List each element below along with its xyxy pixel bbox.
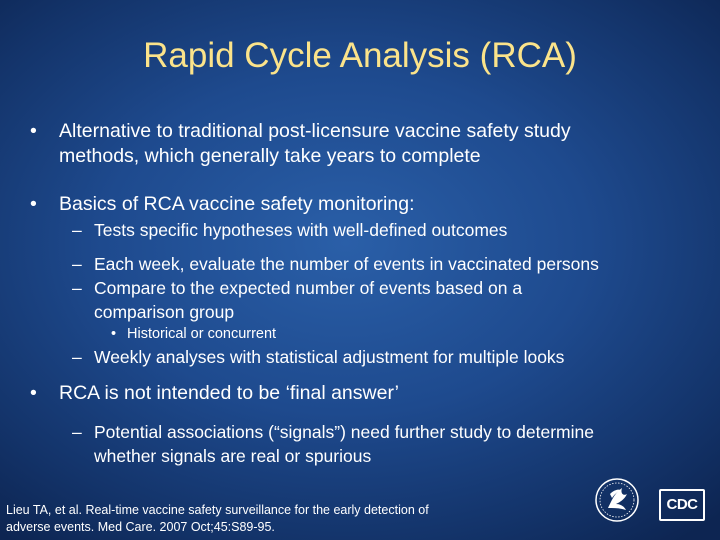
bullet-3-line-1: RCA is not intended to be ‘final answer’ xyxy=(59,382,400,404)
sub-bullet-2-1: Tests specific hypotheses with well-defined outcomes xyxy=(94,220,508,240)
bullet-marker: • xyxy=(30,382,37,404)
sub-bullet-2-2: Each week, evaluate the number of events in vaccinated persons xyxy=(94,254,599,274)
citation xyxy=(6,502,429,536)
slide-title: Rapid Cycle Analysis (RCA) xyxy=(143,36,577,75)
bullet-marker: • xyxy=(30,193,37,215)
sub-bullet-2-3-line-2: comparison group xyxy=(94,302,235,322)
hhs-logo-icon xyxy=(594,474,640,526)
sub-sub-bullet-marker: • xyxy=(111,326,117,342)
sub-bullet-3-1-line-2: whether signals are real or spurious xyxy=(94,446,372,466)
citation-line-2: adverse events. Med Care. 2007 Oct;45:S89-95. xyxy=(6,520,275,534)
cdc-logo xyxy=(659,489,705,521)
sub-bullet-2-3-line-1: Compare to the expected number of events based on a xyxy=(94,278,523,298)
dash-marker: – xyxy=(72,254,82,274)
sub-bullet-3-1-line-1: Potential associations (“signals”) need further study to determine xyxy=(94,422,594,442)
sub-bullet-2-4: Weekly analyses with statistical adjustment for multiple looks xyxy=(94,347,565,367)
dash-marker: – xyxy=(72,220,82,240)
bullet-1-line-2: methods, which generally take years to complete xyxy=(59,145,481,167)
dash-marker: – xyxy=(72,347,82,367)
sub-sub-bullet-historical: Historical or concurrent xyxy=(127,326,277,342)
cdc-logo-text: CDC xyxy=(666,496,698,513)
citation-line-1: Lieu TA, et al. Real-time vaccine safety surveillance for the early detection of xyxy=(6,503,429,517)
bullet-marker: • xyxy=(30,120,37,142)
bullet-2-line-1: Basics of RCA vaccine safety monitoring: xyxy=(59,193,415,215)
dash-marker: – xyxy=(72,422,82,442)
dash-marker: – xyxy=(72,278,82,298)
bullet-1-line-1: Alternative to traditional post-licensure vaccine safety study xyxy=(59,120,571,142)
